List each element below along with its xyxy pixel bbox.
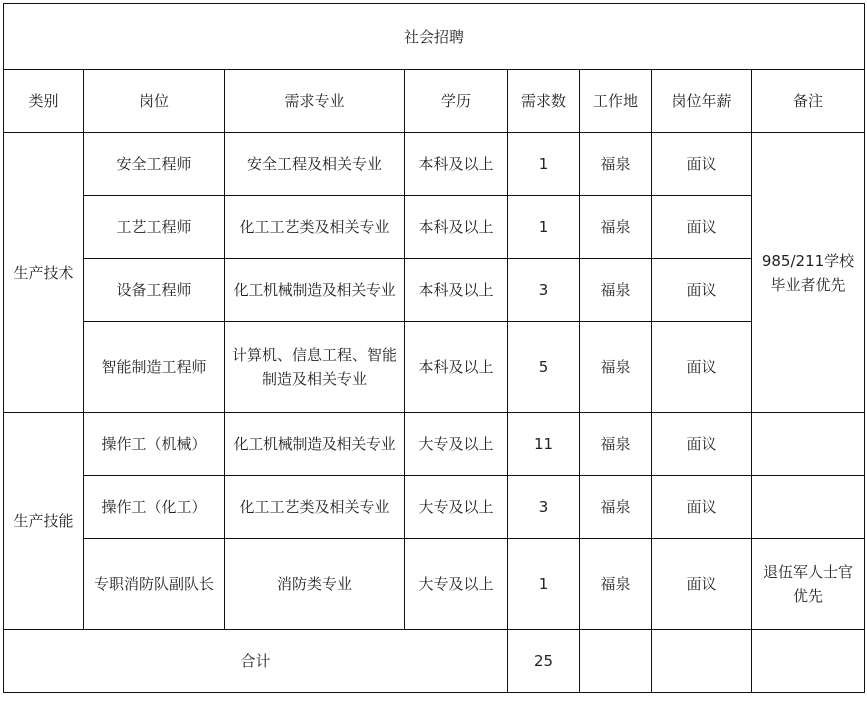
total-empty-cell (652, 630, 752, 693)
total-empty-cell (752, 630, 865, 693)
total-row (4, 630, 865, 693)
category-cell: 生产技术 (4, 133, 84, 413)
header-education: 学历 (405, 70, 508, 133)
position-cell: 操作工（机械） (84, 413, 225, 476)
count-cell: 1 (508, 539, 580, 630)
salary-cell: 面议 (652, 133, 752, 196)
header-row (4, 70, 865, 133)
education-cell: 本科及以上 (405, 133, 508, 196)
position-cell: 智能制造工程师 (84, 322, 225, 413)
count-cell: 1 (508, 196, 580, 259)
table-row (4, 539, 865, 630)
header-location: 工作地 (580, 70, 652, 133)
location-cell: 福泉 (580, 539, 652, 630)
education-cell: 大专及以上 (405, 539, 508, 630)
note-cell (752, 413, 865, 476)
location-cell: 福泉 (580, 133, 652, 196)
major-cell: 化工机械制造及相关专业 (225, 413, 405, 476)
location-cell: 福泉 (580, 196, 652, 259)
header-note: 备注 (752, 70, 865, 133)
education-cell: 大专及以上 (405, 476, 508, 539)
major-cell: 安全工程及相关专业 (225, 133, 405, 196)
major-cell: 化工机械制造及相关专业 (225, 259, 405, 322)
position-cell: 专职消防队副队长 (84, 539, 225, 630)
position-cell: 操作工（化工） (84, 476, 225, 539)
salary-cell: 面议 (652, 322, 752, 413)
count-cell: 1 (508, 133, 580, 196)
header-salary: 岗位年薪 (652, 70, 752, 133)
total-count: 25 (508, 630, 580, 693)
table-row (4, 322, 865, 413)
note-cell (752, 476, 865, 539)
header-major: 需求专业 (225, 70, 405, 133)
major-cell: 消防类专业 (225, 539, 405, 630)
count-cell: 11 (508, 413, 580, 476)
salary-cell: 面议 (652, 476, 752, 539)
major-cell: 化工工艺类及相关专业 (225, 196, 405, 259)
location-cell: 福泉 (580, 322, 652, 413)
table-row (4, 476, 865, 539)
header-count: 需求数 (508, 70, 580, 133)
location-cell: 福泉 (580, 476, 652, 539)
total-label: 合计 (4, 630, 508, 693)
major-cell: 计算机、信息工程、智能 制造及相关专业 (225, 322, 405, 413)
position-cell: 安全工程师 (84, 133, 225, 196)
salary-cell: 面议 (652, 259, 752, 322)
education-cell: 本科及以上 (405, 259, 508, 322)
salary-cell: 面议 (652, 413, 752, 476)
table-title: 社会招聘 (4, 4, 865, 70)
position-cell: 设备工程师 (84, 259, 225, 322)
salary-cell: 面议 (652, 196, 752, 259)
major-cell: 化工工艺类及相关专业 (225, 476, 405, 539)
header-position: 岗位 (84, 70, 225, 133)
header-category: 类别 (4, 70, 84, 133)
table-row (4, 259, 865, 322)
education-cell: 大专及以上 (405, 413, 508, 476)
recruitment-table (3, 3, 865, 693)
total-empty-cell (580, 630, 652, 693)
count-cell: 3 (508, 259, 580, 322)
note-cell: 退伍军人士官 优先 (752, 539, 865, 630)
location-cell: 福泉 (580, 259, 652, 322)
count-cell: 3 (508, 476, 580, 539)
table-row (4, 133, 865, 196)
count-cell: 5 (508, 322, 580, 413)
location-cell: 福泉 (580, 413, 652, 476)
education-cell: 本科及以上 (405, 196, 508, 259)
education-cell: 本科及以上 (405, 322, 508, 413)
note-cell: 985/211学校 毕业者优先 (752, 133, 865, 413)
category-cell: 生产技能 (4, 413, 84, 630)
table-row (4, 196, 865, 259)
position-cell: 工艺工程师 (84, 196, 225, 259)
table-row (4, 413, 865, 476)
salary-cell: 面议 (652, 539, 752, 630)
